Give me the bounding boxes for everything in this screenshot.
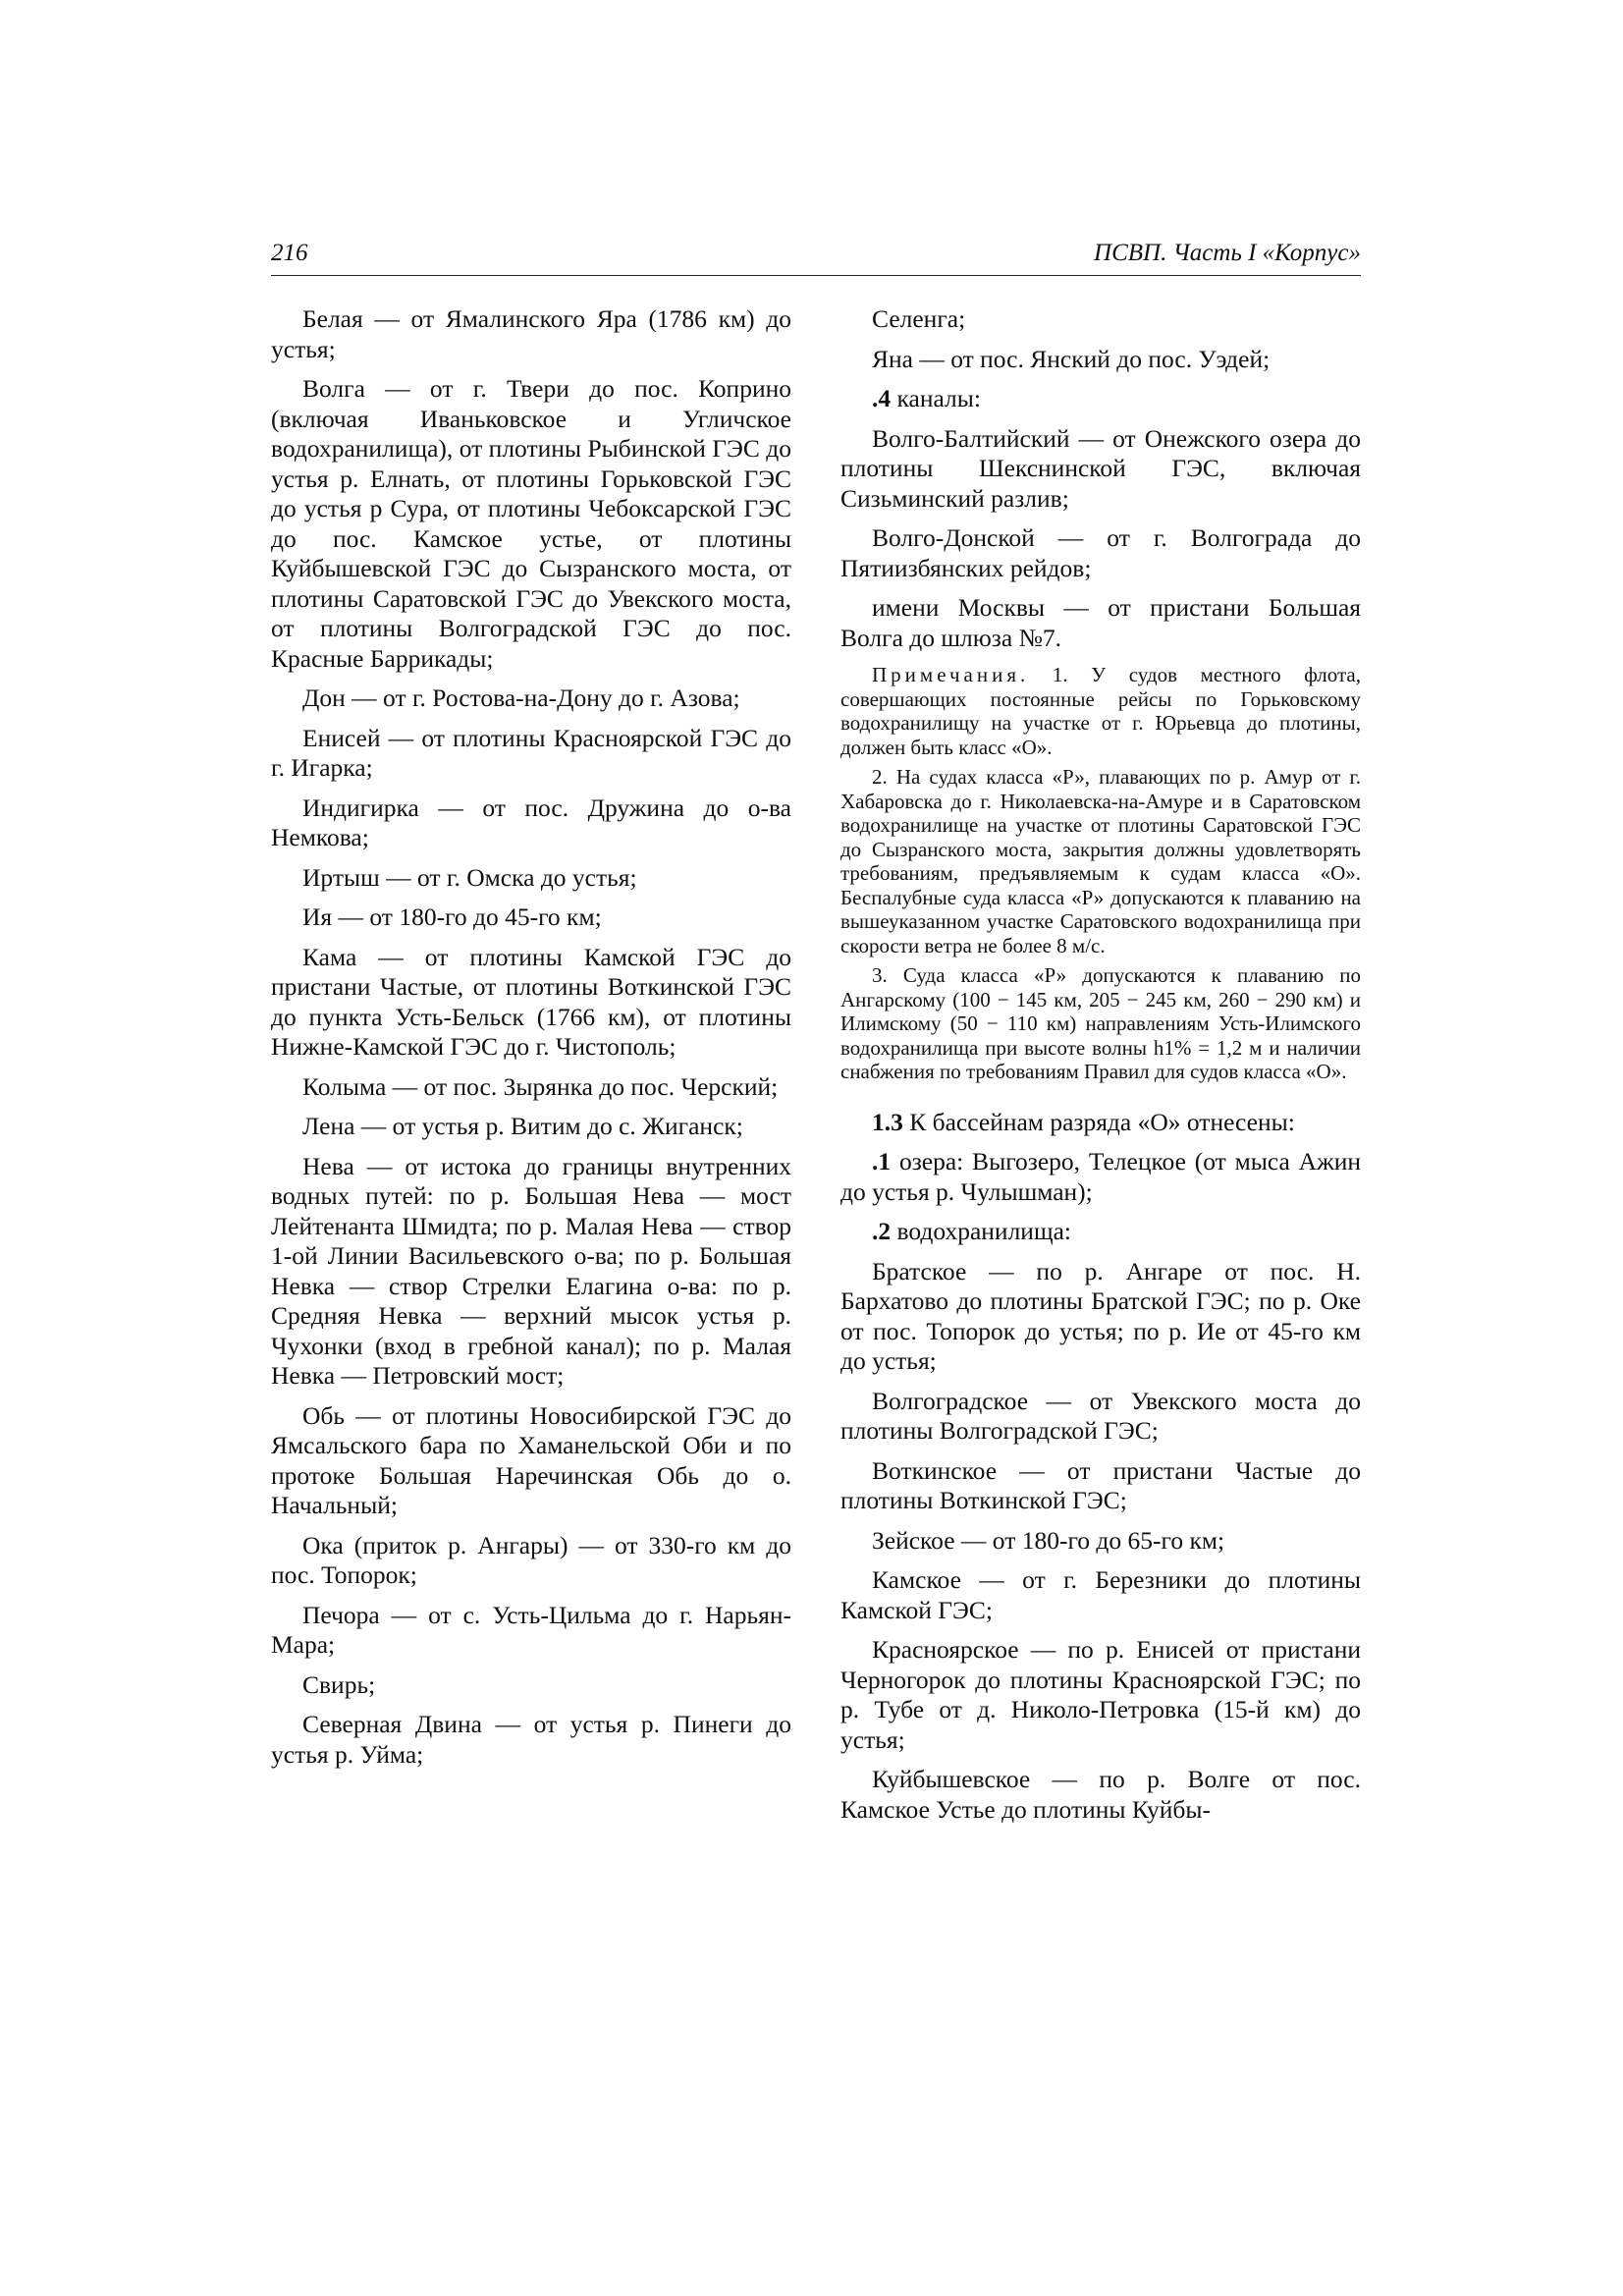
river-entry: Нева — от истока до границы внутренних водных путей: по р. Большая Нева — мост Лейтенанта Шмидта; по р. Малая Нева — створ 1-ой Линии Васильевского о-ва; по р. Большая Невка — створ Стрелки Елагина о-ва: по р. Средняя Невка — верхний мысок устья р. Чухонки (вход в гребной канал); по р. Малая Невка — Петровский мост; <box>271 1151 791 1390</box>
river-entry: Волга — от г. Твери до пос. Коприно (включая Иваньковское и Угличское водохранилища), от плотины Рыбинской ГЭС до устья р. Елнать, от плотины Горьковской ГЭС до устья р Сура, от плотины Чебоксарской ГЭС до пос. Камское устье, от плотины Куйбышевской ГЭС до Сызранского моста, от плотины Саратовской ГЭС до Увекского моста, от плотины Волгоградской ГЭС до пос. Красные Баррикады; <box>271 374 791 673</box>
reservoir-entry: Воткинское — от пристани Частые до плотины Воткинской ГЭС; <box>840 1455 1361 1514</box>
section-text: К бассейнам разряда «О» отнесены: <box>902 1107 1295 1136</box>
canals-heading <box>840 384 1361 414</box>
reservoir-entry: Камское — от г. Березники до плотины Камской ГЭС; <box>840 1565 1361 1624</box>
river-entry: Северная Двина — от устья р. Пинеги до устья р. Уйма; <box>271 1710 791 1769</box>
page-header <box>271 238 1361 276</box>
left-column <box>271 304 791 1779</box>
running-title: ПСВП. Часть I «Корпус» <box>1094 240 1361 266</box>
note-text: 1. У судов местного флота, совершающих постоянные рейсы по Горьковскому водохранилищу на участке от г. Юрьевца до плотины, должен быть класс «О». <box>840 663 1361 759</box>
river-entry: Ока (приток р. Ангары) — от 330-го км до пос. Топорок; <box>271 1530 791 1589</box>
river-entry: Иртыш — от г. Омска до устья; <box>302 862 637 892</box>
section-label: 1.3 <box>872 1107 903 1136</box>
river-entry: Индигирка — от пос. Дружина до о-ва Немкова; <box>271 793 791 851</box>
river-entry: Белая — от Ямалинского Яра (1786 км) до устья; <box>271 304 791 363</box>
river-entry: Кама — от плотины Камской ГЭС до пристани Частые, от плотины Воткинской ГЭС до пункта Усть-Бельск (1766 км), от плотины Нижне-Камской ГЭС до г. Чистополь; <box>271 942 791 1061</box>
lakes-item <box>840 1147 1361 1207</box>
river-entry: Обь — от плотины Новосибирской ГЭС до Ямсальского бара по Хаманельской Оби и по протоке Большая Наречинская Обь до о. Начальный; <box>271 1400 791 1519</box>
note-3: 3. Суда класса «Р» допускаются к плаванию по Ангарскому (100 − 145 км, 205 − 245 км, 260 − 290 км) и Илимскому (50 − 110 км) направлениям Усть-Илимского водохранилища при высоте волны h1% = 1,2 м и наличии снабжения по требованиям Правил для судов класса «О». <box>840 963 1361 1083</box>
river-entry: Колыма — от пос. Зырянка до пос. Черский; <box>302 1071 779 1101</box>
river-entry: Енисей — от плотины Красноярской ГЭС до г. Игарка; <box>271 723 791 782</box>
canals-label: .4 <box>872 384 892 412</box>
canal-entry: Волго-Донской — от г. Волгограда до Пятиизбянских рейдов; <box>840 523 1361 582</box>
page-number: 216 <box>271 240 308 266</box>
spacer <box>840 1090 1361 1108</box>
reservoir-entry: Куйбышевское — по р. Волге от пос. Камское Устье до плотины Куйбы- <box>840 1765 1361 1824</box>
reservoirs-heading <box>840 1217 1361 1247</box>
canal-entry: имени Москвы — от пристани Большая Волга до шлюза №7. <box>840 593 1361 652</box>
river-entry: Селенга; <box>872 304 966 333</box>
canals-text: каналы: <box>891 384 981 412</box>
river-entry: Дон — от г. Ростова-на-Дону до г. Азова; <box>302 683 740 712</box>
canal-entry: Волго-Балтийский — от Онежского озера до плотины Шекснинской ГЭС, включая Сизьминский разлив; <box>840 423 1361 513</box>
note-label: Примечания. <box>872 663 1030 686</box>
river-entry: Печора — от с. Усть-Цильма до г. Нарьян-Мара; <box>271 1600 791 1659</box>
right-column <box>840 304 1361 1834</box>
river-entry: Ия — от 180-го до 45-го км; <box>302 902 602 931</box>
reservoirs-label: .2 <box>872 1217 892 1245</box>
reservoir-entry: Братское — по р. Ангаре от пос. Н. Бархатово до плотины Братской ГЭС; по р. Оке от пос. Топорок до устья; по р. Ие от 45-го км до устья; <box>840 1256 1361 1375</box>
river-entry: Лена — от устья р. Витим до с. Жиганск; <box>302 1112 743 1140</box>
lakes-label: .1 <box>872 1147 892 1175</box>
reservoir-entry: Красноярское — по р. Енисей от пристани Черногорок до плотины Красноярской ГЭС; по р. Тубе от д. Николо-Петровка (15-й км) до устья; <box>840 1635 1361 1754</box>
lakes-text: озера: Выгозеро, Телецкое (от мыса Ажин до устья р. Чулышман); <box>840 1147 1361 1206</box>
note-1 <box>840 663 1361 759</box>
reservoirs-text: водохранилища: <box>891 1217 1071 1245</box>
section-heading <box>840 1108 1361 1138</box>
river-entry: Свирь; <box>302 1669 376 1699</box>
river-entry: Яна — от пос. Янский до пос. Уэдей; <box>872 344 1271 373</box>
reservoir-entry: Зейское — от 180-го до 65-го км; <box>872 1525 1225 1555</box>
reservoir-entry: Волгоградское — от Увекского моста до плотины Волгоградской ГЭС; <box>840 1386 1361 1445</box>
note-2: 2. На судах класса «Р», плавающих по р. Амур от г. Хабаровска до г. Николаевска-на-Амуре и в Саратовском водохранилище на участке от плотины Саратовской ГЭС до Сызранского моста, закрытия должны удовлетворять требованиям, предъявляемым к судам класса «О». Беспалубные суда класса «Р» допускаются к плаванию на вышеуказанном участке Саратовского водохранилища при скорости ветра не более 8 м/с. <box>840 765 1361 957</box>
